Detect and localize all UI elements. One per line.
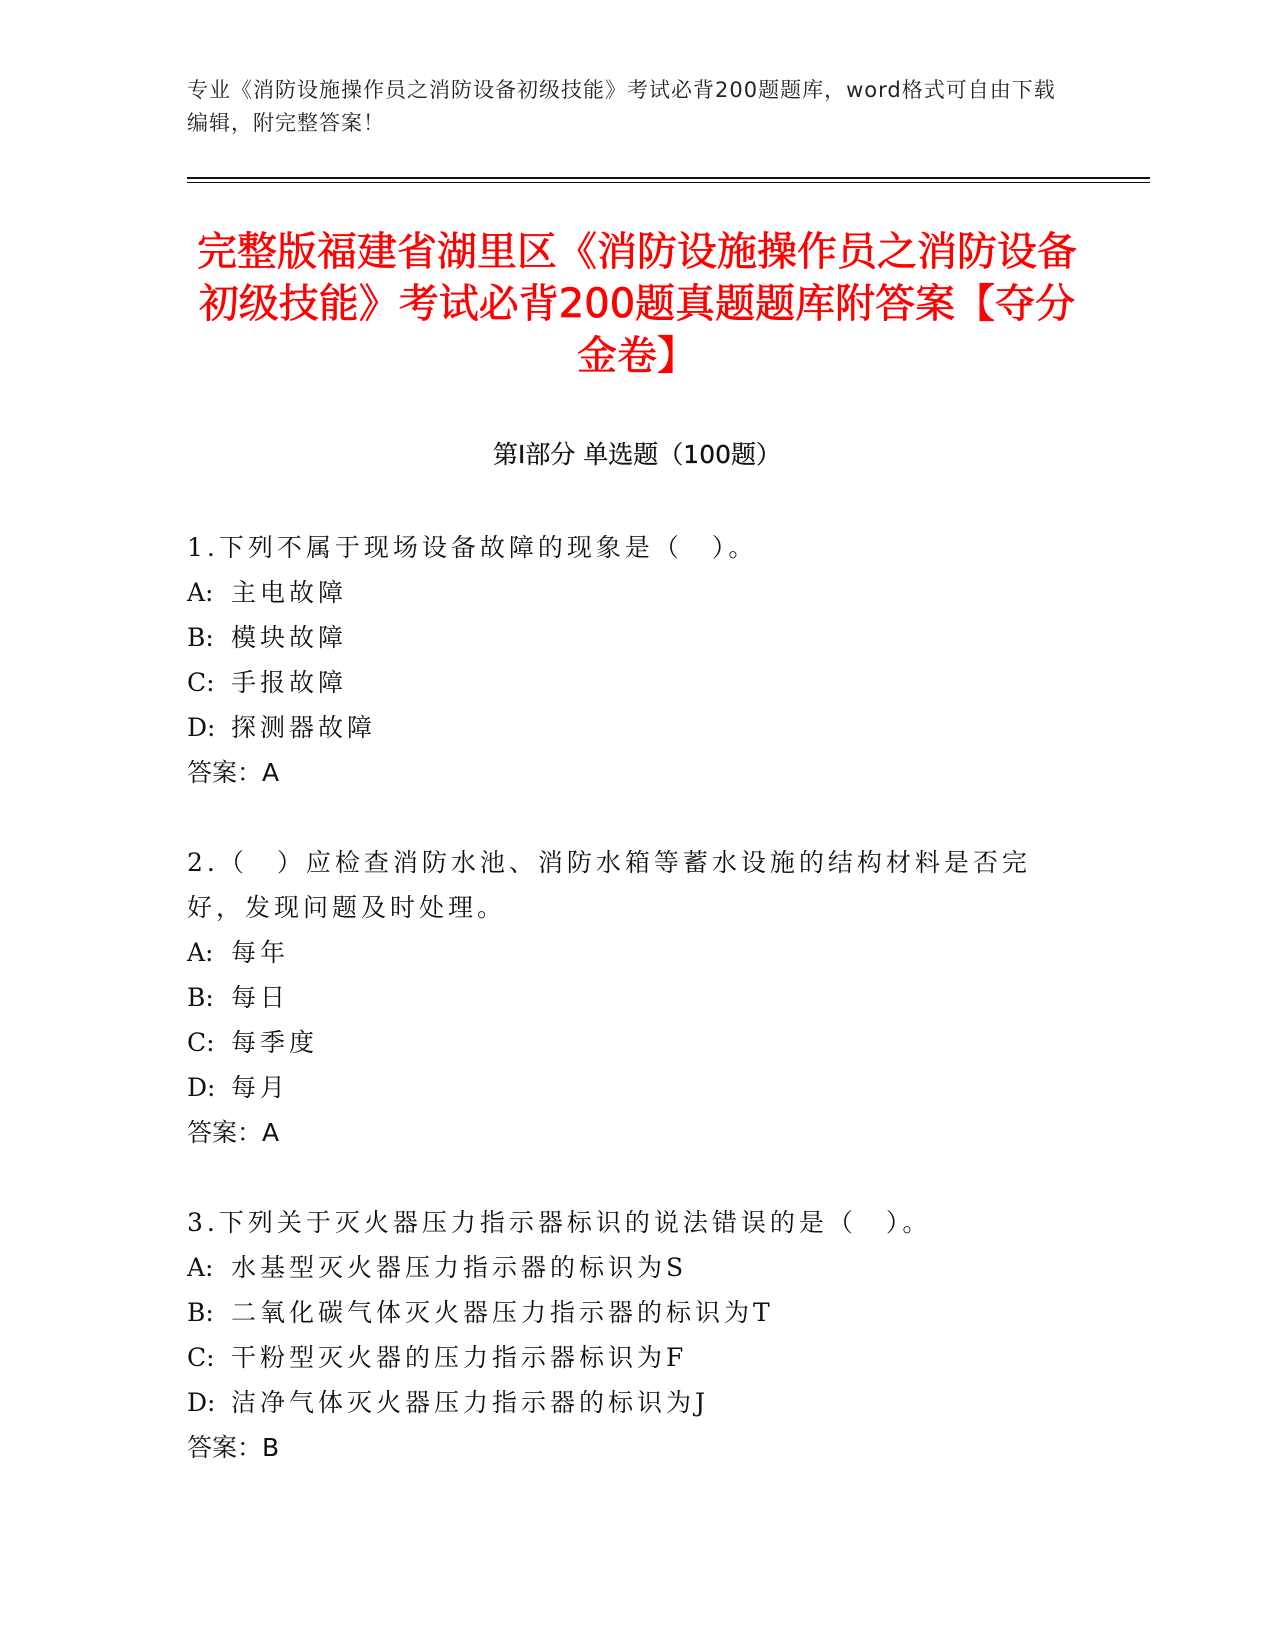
option-key: D: — [187, 713, 216, 742]
option-key: C: — [187, 1028, 215, 1057]
option-key: C: — [187, 1343, 215, 1372]
question-3 — [187, 1200, 1077, 1470]
option-b — [187, 615, 1077, 660]
option-d — [187, 705, 1077, 750]
question-2 — [187, 840, 1077, 1155]
answer-line: 答案：B — [187, 1433, 280, 1462]
option-text: 主电故障 — [231, 578, 348, 607]
question-stem: 2.（ ）应检查消防水池、消防水箱等蓄水设施的结构材料是否完好，发现问题及时处理。 — [187, 848, 1031, 922]
option-c — [187, 1020, 1077, 1065]
option-b — [187, 975, 1077, 1020]
option-a — [187, 930, 1077, 975]
option-text: 每日 — [231, 983, 290, 1012]
option-text: 每年 — [231, 938, 290, 967]
option-a — [187, 570, 1077, 615]
answer-line: 答案：A — [187, 1118, 280, 1147]
section-heading: 第I部分 单选题（100题） — [492, 440, 782, 469]
header-rule-thin — [187, 182, 1150, 183]
document-title: 完整版福建省湖里区《消防设施操作员之消防设备初级技能》考试必背200题真题题库附答案【夺分金卷】 — [197, 229, 1077, 379]
option-text: 手报故障 — [231, 668, 348, 697]
option-text: 探测器故障 — [231, 713, 377, 742]
option-b — [187, 1290, 1077, 1335]
option-text: 水基型灭火器压力指示器的标识为S — [231, 1253, 688, 1282]
option-text: 每月 — [231, 1073, 290, 1102]
question-stem: 1.下列不属于现场设备故障的现象是（ ）。 — [187, 533, 758, 562]
question-stem: 3.下列关于灭火器压力指示器标识的说法错误的是（ ）。 — [187, 1208, 932, 1237]
header-note: 专业《消防设施操作员之消防设备初级技能》考试必背200题题库，word格式可自由下载编辑，附完整答案！ — [187, 78, 1056, 135]
option-text: 每季度 — [231, 1028, 319, 1057]
header-rule-thick — [187, 177, 1150, 179]
option-key: D: — [187, 1388, 216, 1417]
option-c — [187, 660, 1077, 705]
option-key: B: — [187, 1298, 214, 1327]
option-text: 洁净气体灭火器压力指示器的标识为J — [231, 1388, 710, 1417]
option-key: A: — [187, 1253, 214, 1282]
option-text: 干粉型灭火器的压力指示器标识为F — [231, 1343, 688, 1372]
option-key: C: — [187, 668, 215, 697]
option-d — [187, 1380, 1077, 1425]
option-key: B: — [187, 623, 214, 652]
option-a — [187, 1245, 1077, 1290]
option-key: B: — [187, 983, 214, 1012]
option-text: 模块故障 — [231, 623, 348, 652]
option-text: 二氧化碳气体灭火器压力指示器的标识为T — [231, 1298, 774, 1327]
option-key: A: — [187, 938, 214, 967]
question-1 — [187, 525, 1077, 795]
answer-line: 答案：A — [187, 758, 280, 787]
option-key: D: — [187, 1073, 216, 1102]
question-list — [187, 525, 1077, 1515]
option-key: A: — [187, 578, 214, 607]
option-d — [187, 1065, 1077, 1110]
option-c — [187, 1335, 1077, 1380]
